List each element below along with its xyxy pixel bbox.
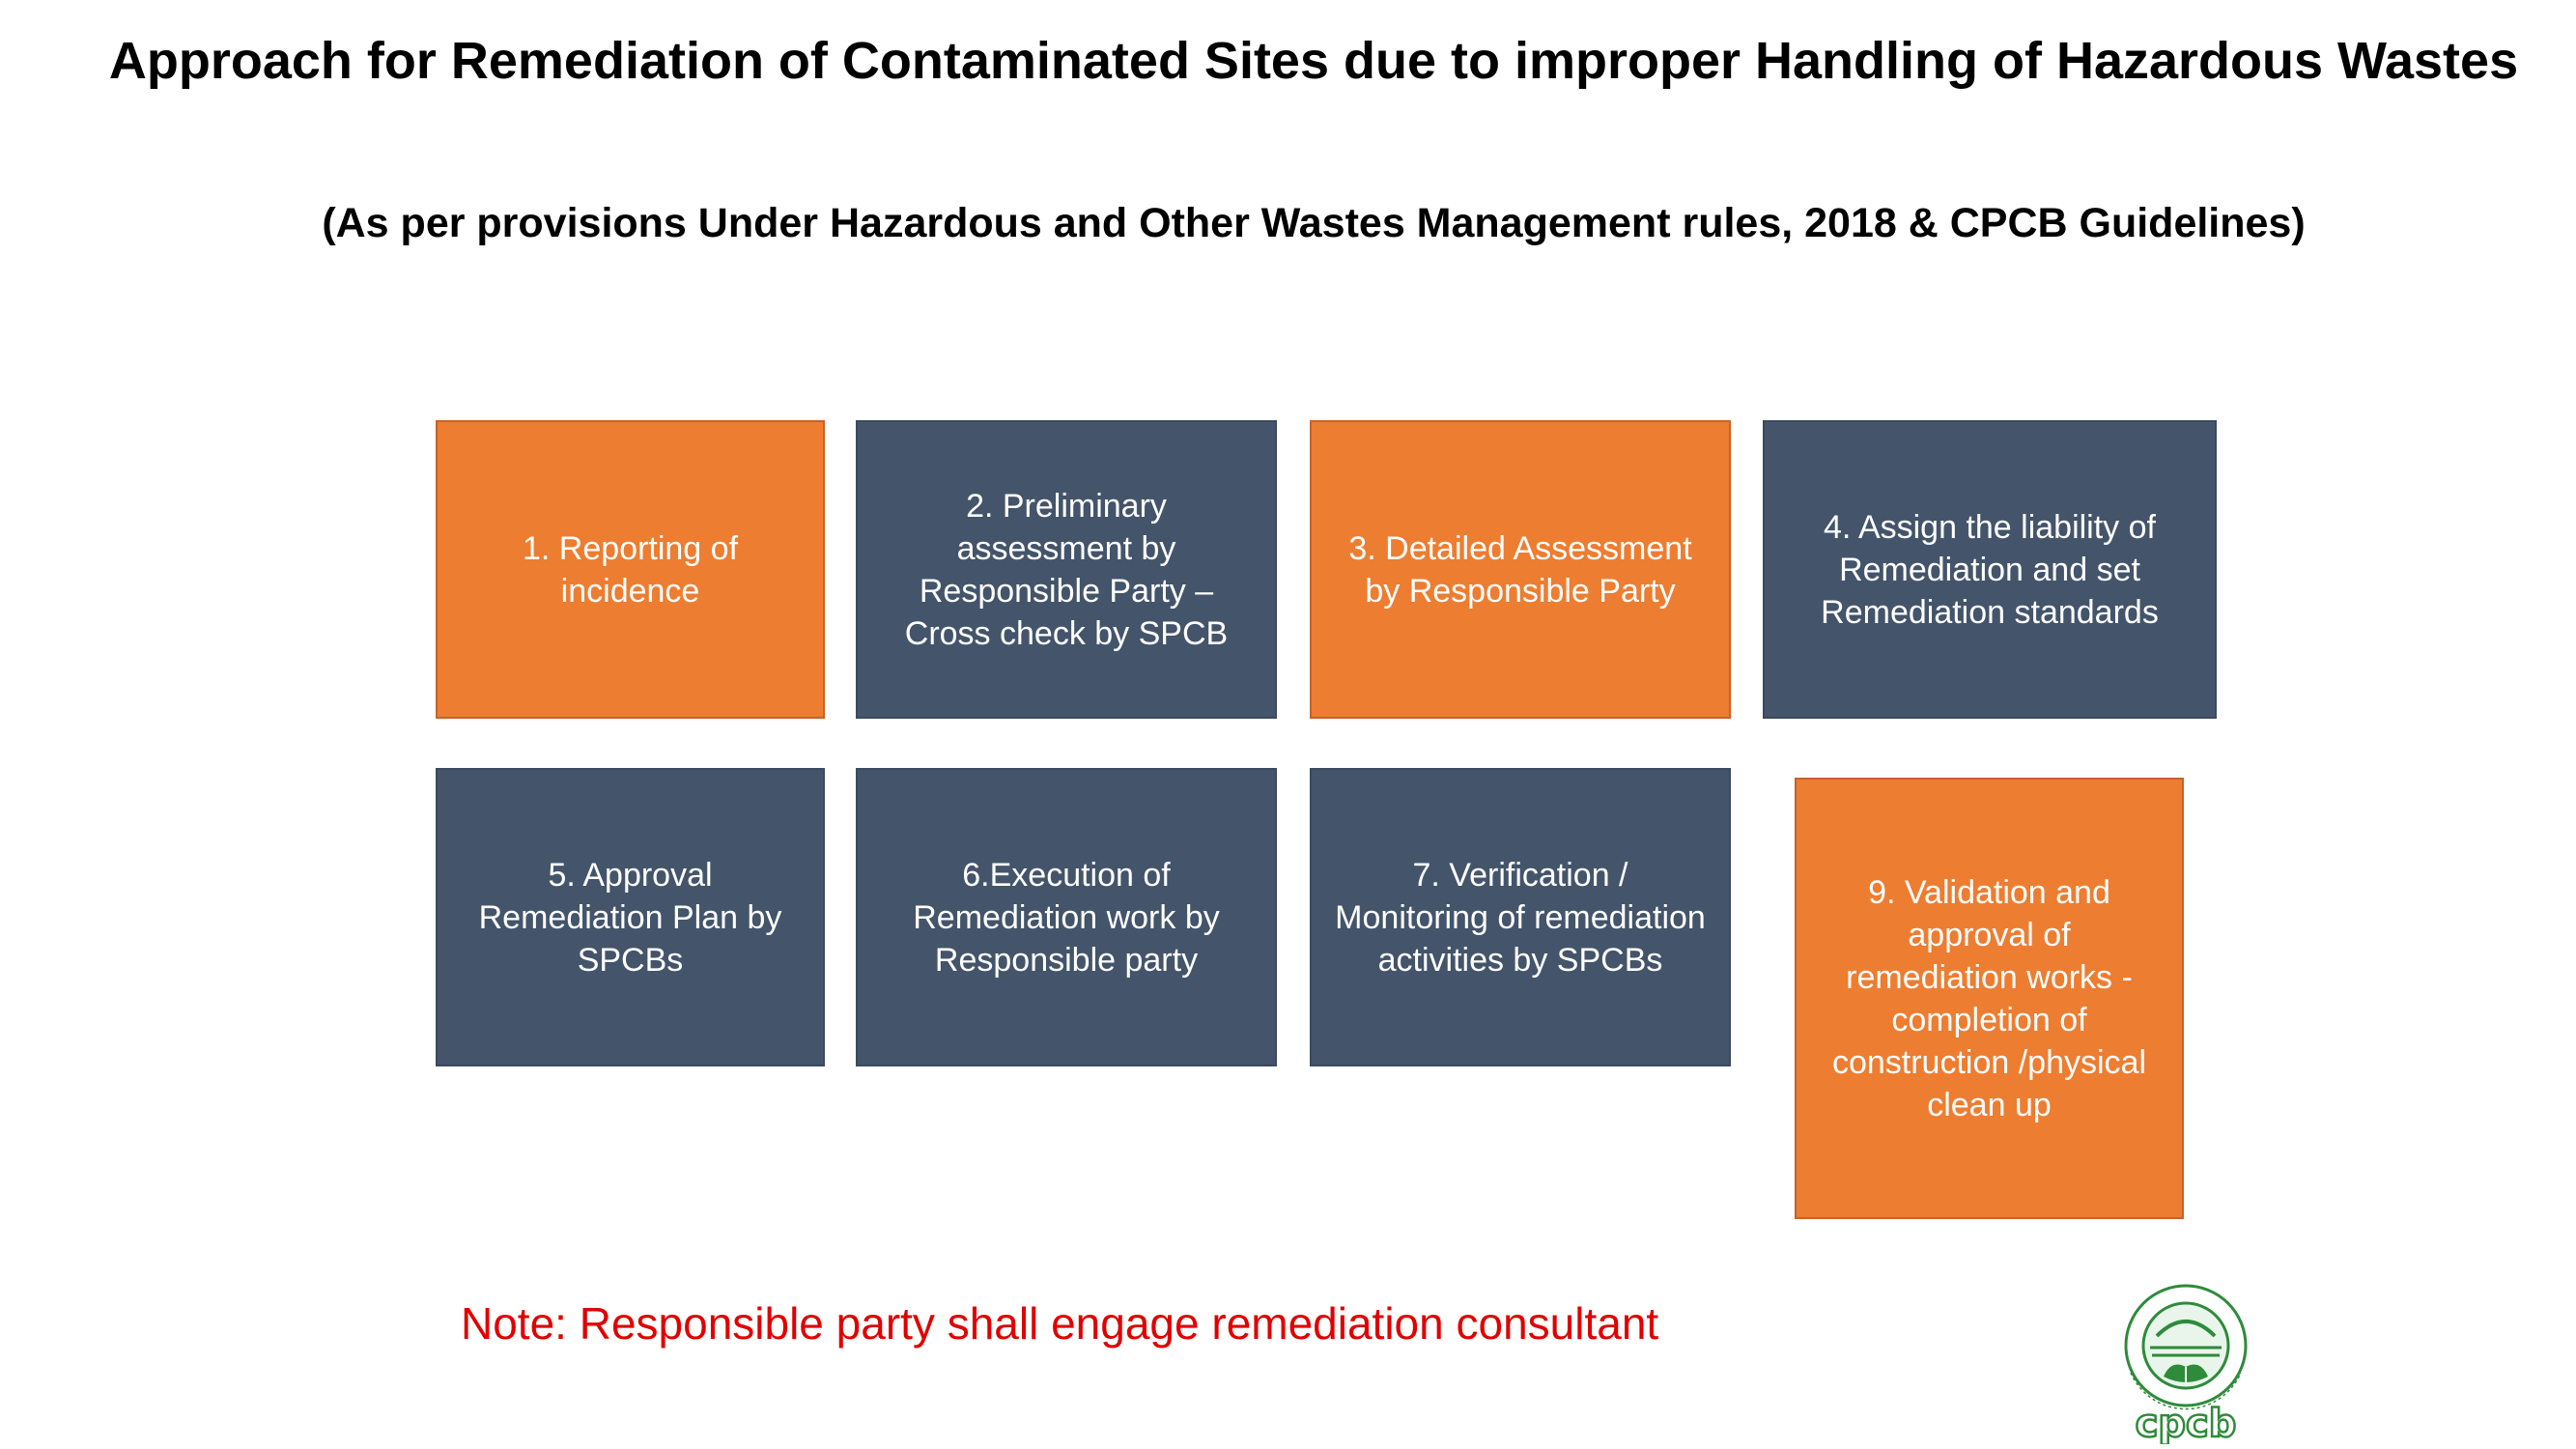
step-box-7 [1310, 768, 1731, 1066]
page-title: Approach for Remediation of Contaminated Sites due to improper Handling of Hazardous Wastes [108, 32, 2519, 90]
step-label-2: 2. Preliminary assessment by Responsible Party – Cross check by SPCB [904, 487, 1229, 652]
step-label-4: 4. Assign the liability of Remediation and set Remediation standards [1821, 508, 2159, 631]
cpcb-logo-emblem [2113, 1280, 2258, 1444]
note-text: Note: Responsible party shall engage remediation consultant [461, 1298, 1659, 1349]
step-box-9 [1795, 778, 2184, 1219]
step-label-9: 9. Validation and approval of remediation works - completion of construction /physical clean up [1831, 873, 2147, 1123]
step-label-6: 6.Execution of Remediation work by Responsible party [913, 856, 1220, 979]
step-label-5: 5. Approval Remediation Plan by SPCBs [478, 856, 782, 979]
step-box-3 [1310, 420, 1731, 719]
step-label-3: 3. Detailed Assessment by Responsible Party [1348, 529, 1692, 610]
step-box-4 [1763, 420, 2217, 719]
cpcb-logo [2113, 1280, 2258, 1444]
step-box-2 [856, 420, 1277, 719]
step-label-1: 1. Reporting of incidence [522, 529, 739, 610]
page-subtitle: (As per provisions Under Hazardous and Other Wastes Management rules, 2018 & CPCB Guidelines) [322, 200, 2306, 246]
step-box-6 [856, 768, 1277, 1066]
step-label-7: 7. Verification / Monitoring of remediation activities by SPCBs [1335, 856, 1706, 979]
step-box-1 [436, 420, 825, 719]
svg-text:cpcb: cpcb [2135, 1402, 2237, 1444]
step-box-5 [436, 768, 825, 1066]
